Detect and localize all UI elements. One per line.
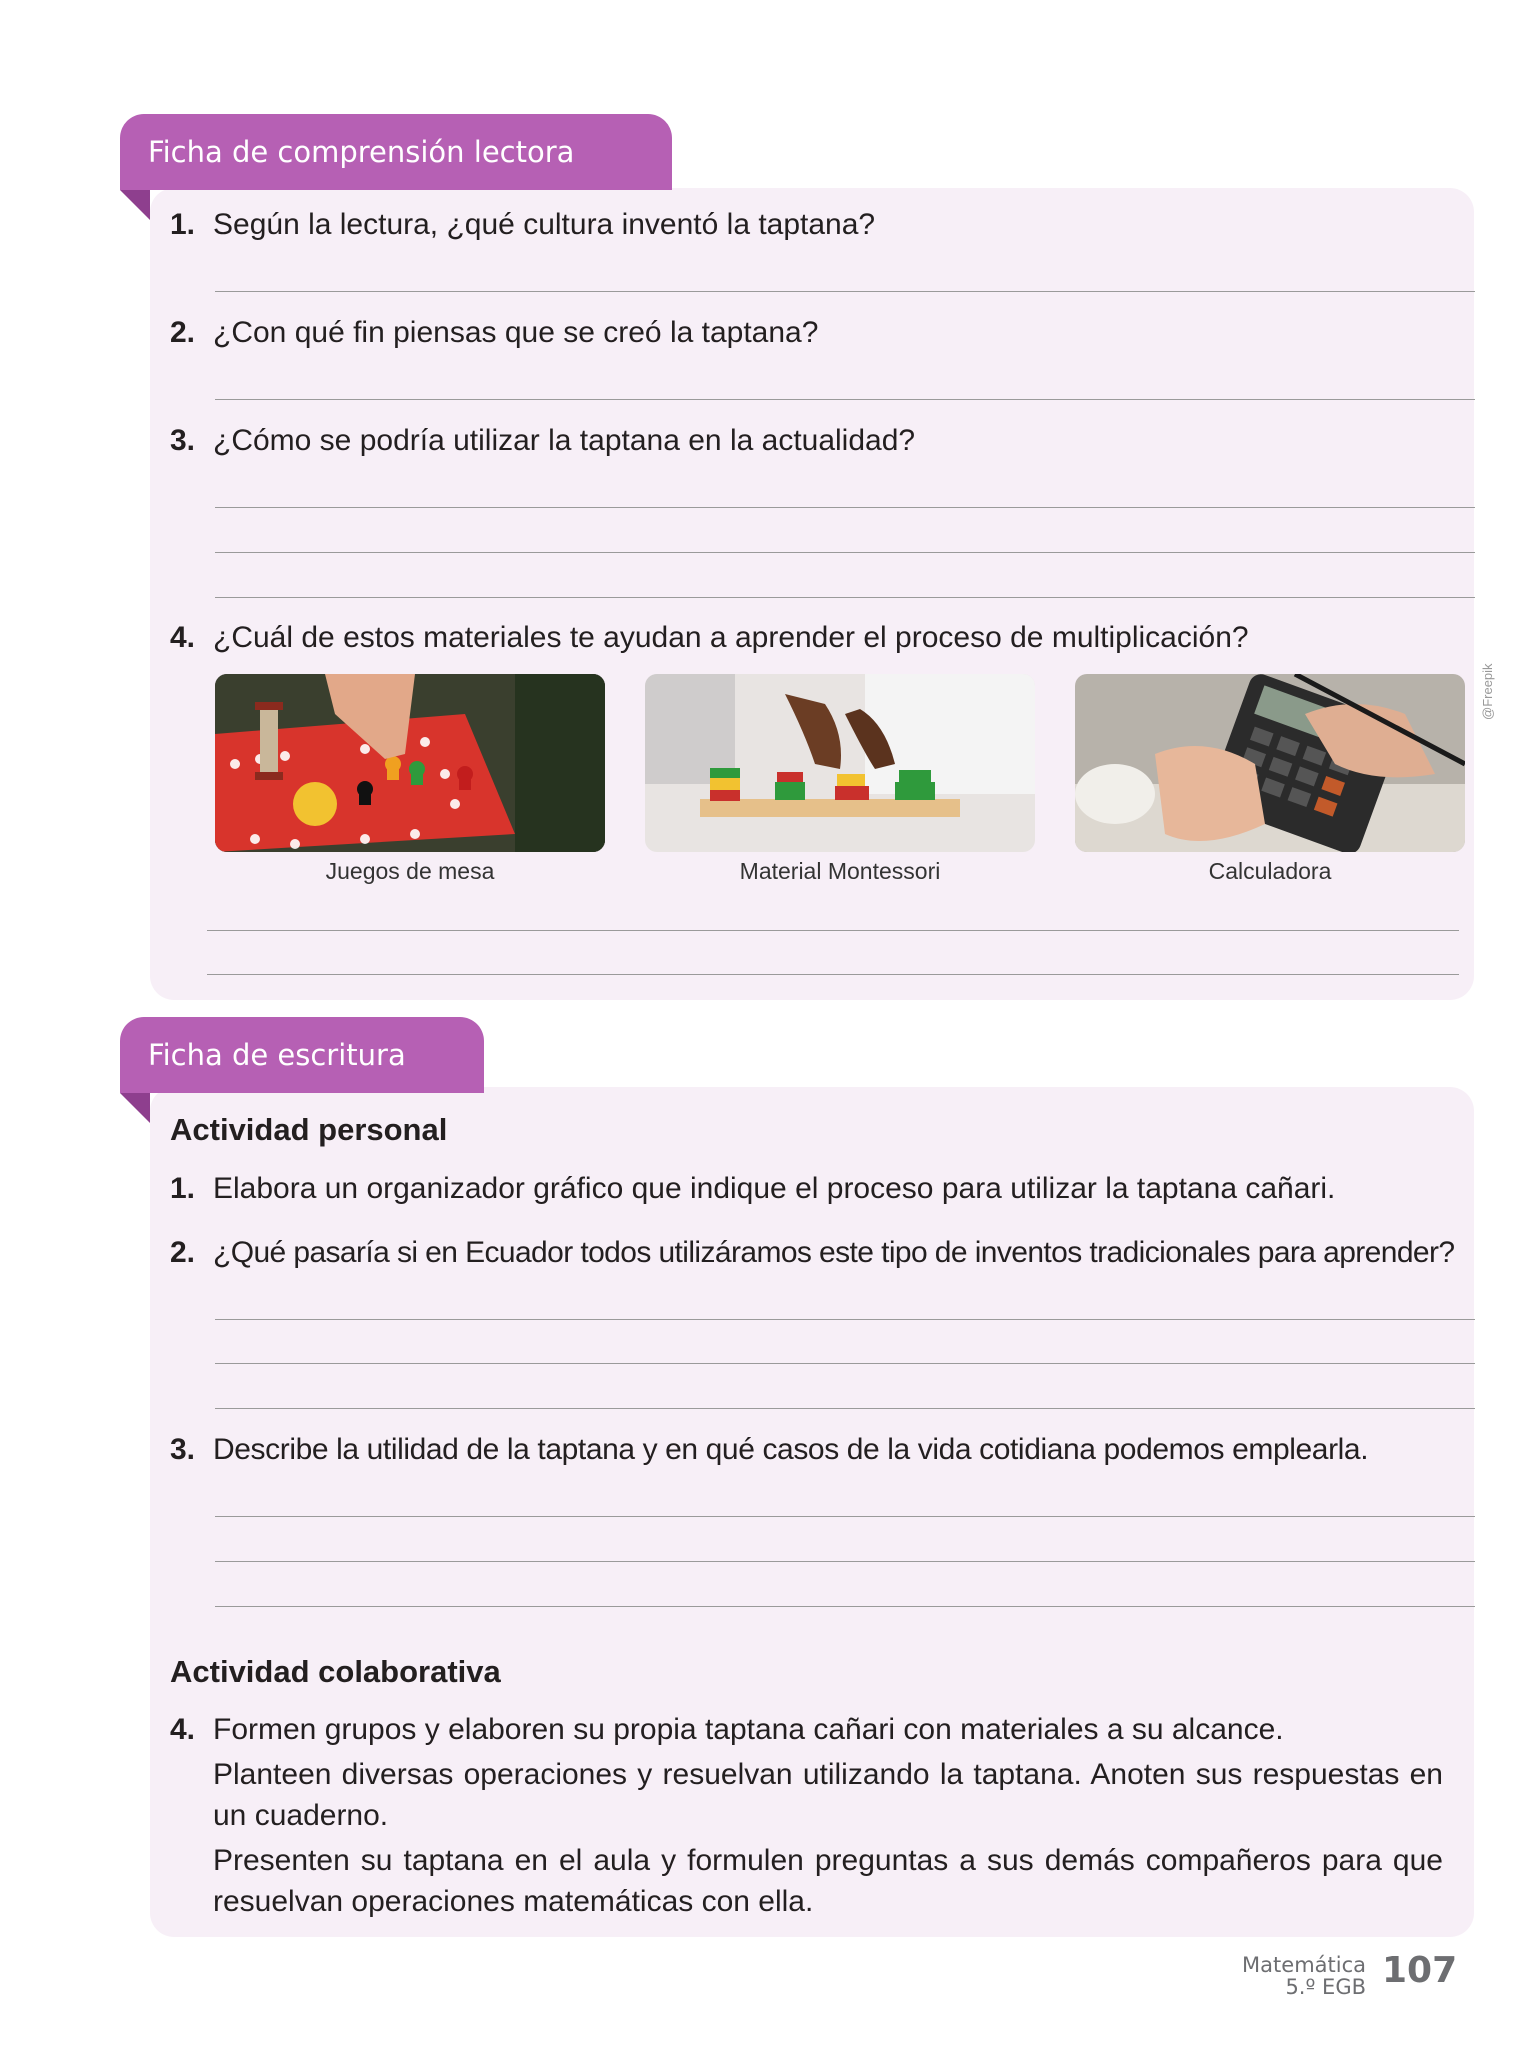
collaborative-activity-heading: Actividad colaborativa xyxy=(170,1654,501,1689)
answer-line[interactable] xyxy=(215,1516,1475,1517)
montessori-caption: Material Montessori xyxy=(739,858,941,884)
footer-grade: 5.º EGB xyxy=(1285,1975,1366,1999)
page-number: 107 xyxy=(1382,1950,1458,1991)
answer-line[interactable] xyxy=(215,1561,1475,1562)
question-text: ¿Con qué fin piensas que se creó la taptana? xyxy=(213,316,819,349)
answer-line[interactable] xyxy=(215,552,1475,553)
question-text: ¿Cuál de estos materiales te ayudan a aprender el proceso de multiplicación? xyxy=(213,621,1249,654)
montessori-illustration xyxy=(645,674,1035,852)
answer-line[interactable] xyxy=(207,974,1459,975)
collaborative-instruction: Presenten su taptana en el aula y formulen preguntas a sus demás compañeros para que resuelvan operaciones matemáticas con ella. xyxy=(213,1844,1443,1918)
question-text: ¿Cómo se podría utilizar la taptana en la actualidad? xyxy=(213,424,916,457)
answer-line[interactable] xyxy=(207,930,1459,931)
comprehension-tab-fold xyxy=(120,190,150,220)
question-text: Elabora un organizador gráfico que indique el proceso para utilizar la taptana cañari. xyxy=(213,1172,1336,1205)
question-text: Describe la utilidad de la taptana y en qué casos de la vida cotidiana podemos emplearla. xyxy=(213,1433,1369,1466)
question-number: 1. xyxy=(170,1172,196,1205)
question-number: 3. xyxy=(170,1433,196,1466)
calculator-illustration xyxy=(1075,674,1465,852)
answer-line[interactable] xyxy=(215,399,1475,400)
writing-tab-fold xyxy=(120,1093,150,1123)
board-game-caption: Juegos de mesa xyxy=(325,858,495,884)
question-text: Según la lectura, ¿qué cultura inventó la taptana? xyxy=(213,208,876,241)
comprehension-section-title: Ficha de comprensión lectora xyxy=(120,114,672,190)
answer-line[interactable] xyxy=(215,291,1475,292)
question-number: 4. xyxy=(170,621,196,654)
collaborative-instruction: Formen grupos y elaboren su propia taptana cañari con materiales a su alcance. xyxy=(213,1713,1284,1746)
board-game-illustration xyxy=(215,674,605,852)
footer-subject xyxy=(1242,1954,1366,1998)
montessori-photo xyxy=(645,674,1035,852)
image-credit: @Freepik xyxy=(1480,663,1495,720)
collaborative-instruction: Planteen diversas operaciones y resuelvan utilizando la taptana. Anoten sus respuestas en un cuaderno. xyxy=(213,1758,1443,1832)
question-number: 1. xyxy=(170,208,196,241)
personal-activity-heading: Actividad personal xyxy=(170,1112,448,1147)
question-number: 2. xyxy=(170,316,196,349)
answer-line[interactable] xyxy=(215,1606,1475,1607)
question-text: ¿Qué pasaría si en Ecuador todos utilizáramos este tipo de inventos tradicionales para aprender? xyxy=(213,1236,1455,1269)
writing-section-title: Ficha de escritura xyxy=(120,1017,484,1093)
question-number: 4. xyxy=(170,1713,196,1746)
answer-line[interactable] xyxy=(215,597,1475,598)
calculator-photo xyxy=(1075,674,1465,852)
footer-subject-name: Matemática xyxy=(1242,1953,1366,1977)
board-game-photo xyxy=(215,674,605,852)
answer-line[interactable] xyxy=(215,1319,1475,1320)
answer-line[interactable] xyxy=(215,507,1475,508)
calculator-caption: Calculadora xyxy=(1208,858,1332,884)
question-number: 3. xyxy=(170,424,196,457)
answer-line[interactable] xyxy=(215,1408,1475,1409)
answer-line[interactable] xyxy=(215,1363,1475,1364)
question-number: 2. xyxy=(170,1236,196,1269)
